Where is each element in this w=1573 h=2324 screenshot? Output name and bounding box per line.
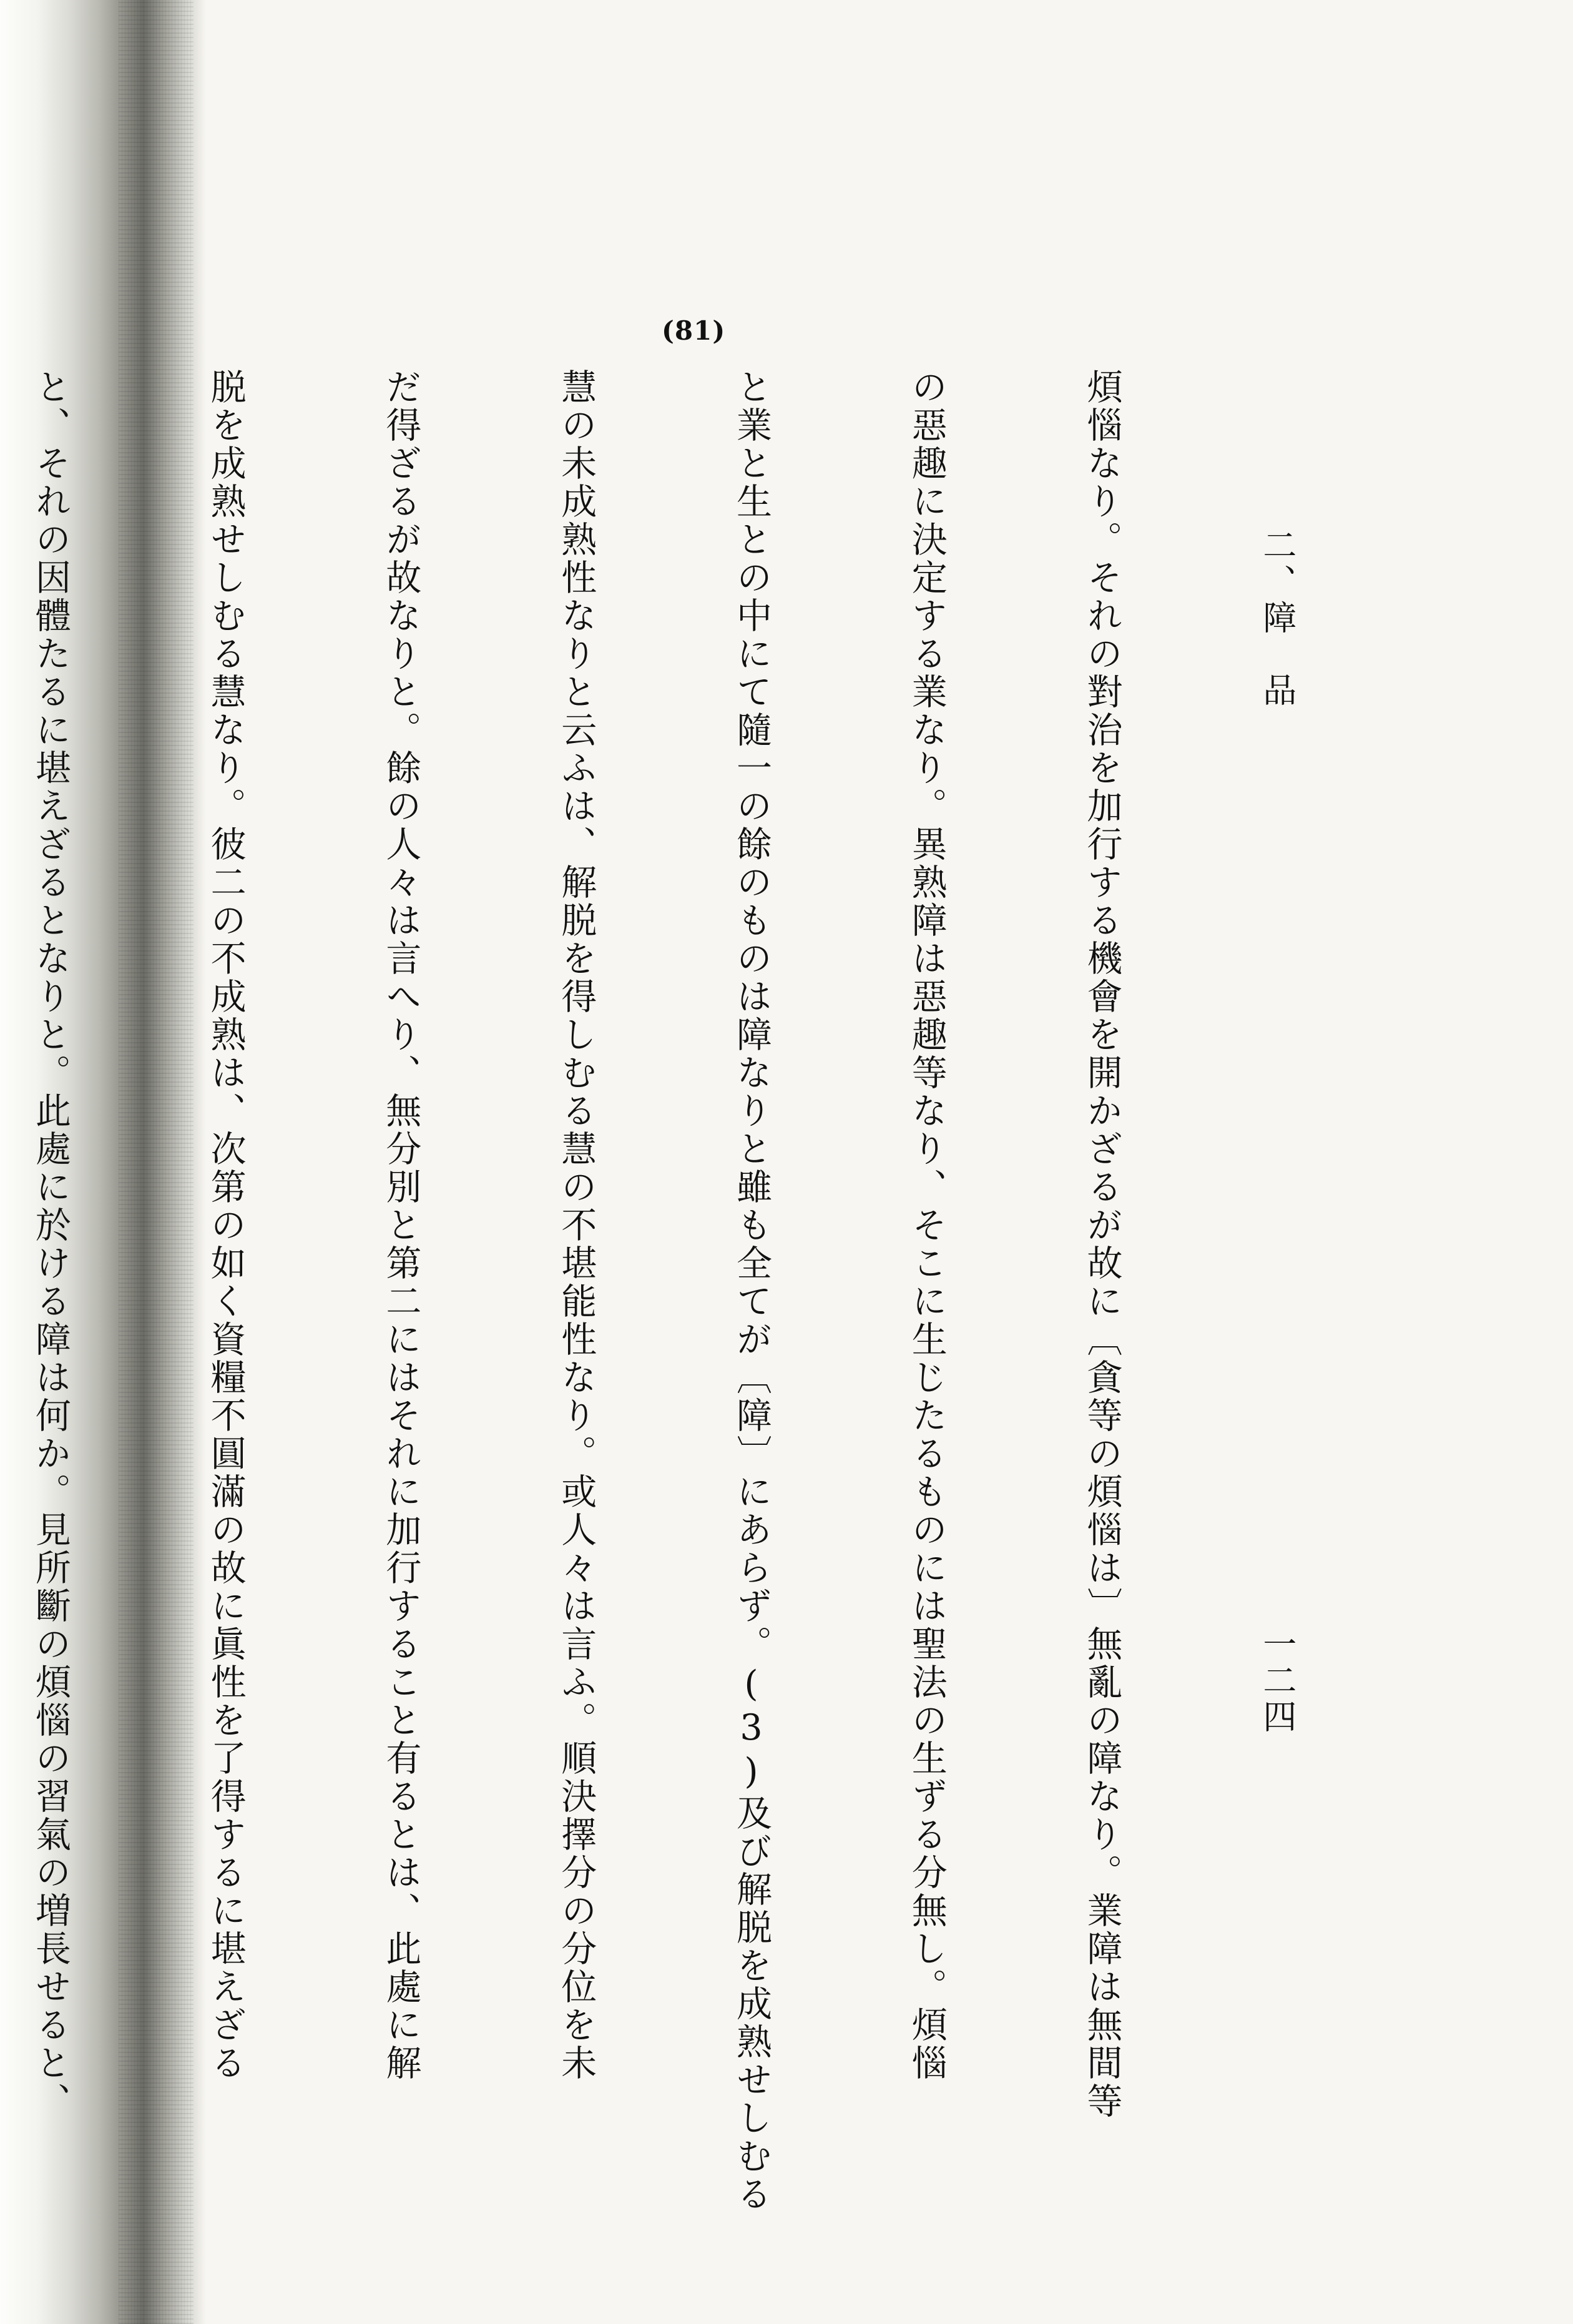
page-number: (81) [662,315,726,346]
text-line: 脱を成熟せしむる慧なり。彼二の不成熟は、次第の如く資糧不圓滿の故に眞性を了得するに堪えざる [205,368,247,2082]
text-line: 煩惱なり。それの對治を加行する機會を開かざるが故に〔貪等の煩惱は〕無亂の障なり。業障は無間等 [1081,368,1123,2120]
page-kanji-number: 一二四 [1257,1627,1297,1735]
text-line: と、それの因體たるに堪えざるとなりと。此處に於ける障は何か。見所斷の煩惱の習氣の増長せると、 [29,368,71,2120]
running-header [1247,368,1306,2279]
text-line: 慧の未成熟性なりと云ふは、解脱を得しむる慧の不堪能性なり。或人々は言ふ。順決擇分の分位を未 [555,368,597,2082]
text-line: だ得ざるが故なりと。餘の人々は言へり、無分別と第二にはそれに加行すること有るとは、此處に解 [380,368,421,2082]
body-text [29,368,1423,2279]
text-line: の惡趣に決定する業なり。異熟障は惡趣等なり、そこに生じたるものには聖法の生ずる分無し。煩惱 [906,368,948,2082]
chapter-title: 二、障 品 [1257,528,1297,709]
text-line: と業と生との中にて隨一の餘のものは障なりと雖も全てが〔障〕にあらず。(3)及び解脱を成熟せしむる [730,368,772,2213]
